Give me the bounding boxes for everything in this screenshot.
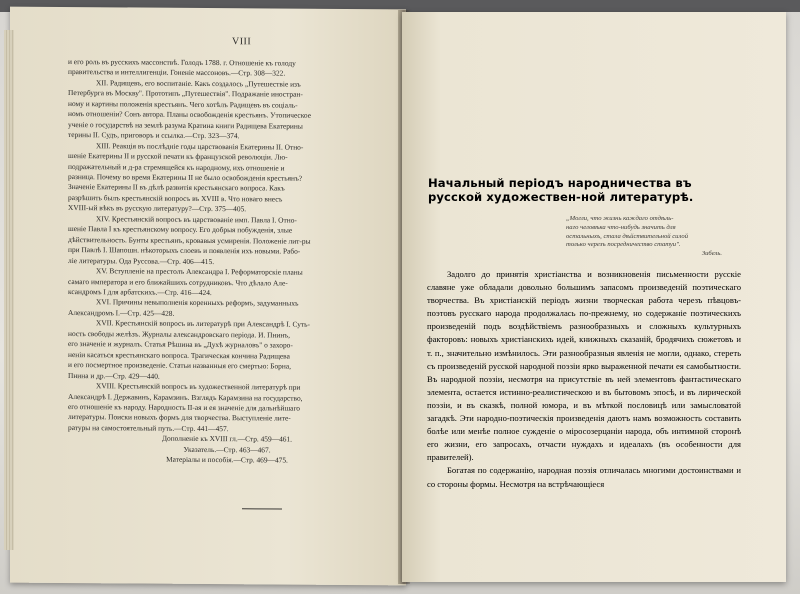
toc-line: XIII. Реакція въ послѣдніе годы царствованія Екатерины II. Отно- [96, 140, 304, 152]
body-paragraph: Задолго до принятія христіанства и возникновенія письменности русскіе славяне уже обладали довольно большимъ запасомъ произведеній поэтическаго творчества. Въ христіанскій періодъ жизни творческая работа черезъ пѣвцовъ-поэтовъ русскаго народа продолжалась по-прежнему, но содержаніе поэтическихъ произведеній подъ воздѣйствіемъ разнообразныхъ и сложныхъ культурныхъ факторовъ: новыхъ христіанскихъ идей, книжныхъ сказаній, бродячихъ сюжетовъ и т. п., значительно измѣнилось. Эти разнообразныя явленія не могли, однако, стереть съ произведеній русской народной поэзіи ярко выраженной печати ея самобытности. Въ народной поэзіи, несмотря на присутствіе въ ней элементовъ фантастическаго элемента, остается истинно-реалистическою и въ бытовомъ эпосѣ, и въ лирической поэзіи, и въ сказкѣ, полной юмора, и въ мѣткой пословицѣ или замысловатой загадкѣ. Эти народно-поэтическія произведенія даютъ намъ возможность составить болѣе или менѣе полное сужденіе о міросозерцаніи народа, объ интимной сторонѣ его жизни, его запросахъ, отчасти нуждахъ и идеалахъ (въ особенности для правителей). [427, 269, 741, 463]
toc-line: номъ отношеніи? Сонъ автора. Планы освобожденія крестьянъ. Утопическое [68, 109, 311, 120]
toc-line: ному и картины положенія крестьянъ. Чего хотѣлъ Радищевъ въ соціаль- [68, 98, 298, 110]
toc-line: его отношеніе къ народу. Народность II-ая и ея значеніе для дальнѣйшаго [68, 401, 300, 413]
toc-line: XVI. Причины невыполненія коренныхъ реформъ, задуманныхъ [96, 297, 299, 309]
chapter-heading: Начальный періодъ народничества въ русской художествен-ной литературѣ. [428, 176, 694, 204]
toc-line: Петербурга въ Москву". Прототипъ „Путешествія". Подражаніе иностран- [68, 88, 303, 100]
closing-rule [242, 508, 282, 509]
toc-line: Александромъ I.—Стр. 425—428. [68, 307, 175, 318]
toc-line: XVII. Крестьянскій вопросъ въ литературѣ при Александрѣ I. Суть- [96, 318, 310, 330]
toc-line: и его роль въ русскихъ массонствѣ. Голодъ 1788. г. Отношеніе къ голоду [68, 57, 296, 68]
left-page [10, 7, 406, 586]
toc-line: ратуры на самостоятельный путь.—Стр. 441—457. [68, 422, 229, 434]
epigraph-line: „Могли, что жизнь каждаго отдѣль- [566, 215, 674, 222]
toc-line: Матеріалы и пособія.—Стр. 469—475. [166, 454, 288, 465]
toc-line: и его посмертное произведеніе. Статьи названныя его смертью: Борна, [68, 360, 291, 371]
epigraph-line: остальныхъ, стала дѣйствительной силой [566, 232, 688, 240]
toc-line: XIV. Крестьянскій вопросъ въ царствованіе имп. Павла I. Отно- [96, 214, 297, 225]
toc-line: Дополненіе къ XVIII гл.—Стр. 459—461. [161, 433, 293, 444]
toc-line: XV. Вступленіе на престолъ Александра I. Реформаторскіе планы [96, 266, 303, 277]
toc-line: Значеніе Екатерины II въ дѣлѣ развитія крестьянскаго вопроса. Какъ [68, 182, 285, 193]
toc-line: самаго императора и его ближайшихъ сотрудниковъ. Что дѣлало Але- [68, 276, 288, 288]
toc-line: правительства и интеллигенціи. Гоненіе массоновъ.—Стр. 308—322. [68, 67, 286, 78]
toc-line: XII. Радищевъ, его воспитаніе. Какъ создалось „Путешествіе изъ [96, 78, 301, 89]
toc-line: дѣйствительность. Бунты крестьянъ, кровавыя усмиренія. Положеніе лит-ры [68, 234, 311, 246]
page-stack-edge [4, 30, 14, 550]
toc-line: подражательный и д-ра стремящейся къ народному, ихъ отношеніе и [68, 161, 285, 173]
toc-line: ученіе о государствѣ на землѣ разума Кратина книги Радищева Екатерины [68, 119, 303, 131]
toc-line: Пнина и др.—Стр. 429—440. [68, 370, 160, 381]
toc-line: XVIII-ый вѣкъ въ русскую литературу?—Стр. 375—405. [68, 203, 247, 214]
body-text [427, 268, 741, 491]
epigraph [566, 215, 728, 259]
page-number: VIII [232, 36, 252, 48]
toc-line: терины II. Судъ, приговоръ и ссылка.—Стр. 323—374. [68, 130, 240, 141]
epigraph-line: наго человѣка что-нибудь значить для [566, 223, 676, 231]
toc-line: Александрѣ I. Державинъ, Карамзинъ. Взглядъ Карамзина на государство, [68, 391, 303, 403]
body-paragraph: Богатая по содержанію, народная поэзія отличалась многими достоинствами и со стороны формы. Несмотря на встрѣчающіеся [427, 465, 741, 489]
toc-line: шеніе Екатерины II и русской печати къ французской революціи. Лю- [68, 151, 288, 162]
toc-line: ность свободы желѣзъ. Журналы александровскаго періода. И. Пнинъ, [68, 328, 291, 340]
toc-line: шеніе Павла I къ крестьянскому вопросу. Его добрыя побужденія, злые [68, 224, 293, 235]
toc-line: ксандромъ I для арбатскихъ.—Стр. 416—424. [68, 286, 212, 297]
toc-line: при Павлѣ I. Шапошн. нѣкоторыхъ слоевъ и появленія ихъ новыми. Рабо- [68, 245, 301, 256]
toc-line: ліе литературы. Ода Руссова.—Стр. 406—415. [68, 255, 215, 266]
epigraph-line: только черезъ посредничество статуи". [566, 241, 681, 249]
toc-line: Указатель.—Стр. 463—467. [183, 444, 271, 455]
toc-line: его значеніе и журналъ. Статья Рѣшина въ „Духѣ журналовъ" о захоро- [68, 339, 293, 350]
toc-line: XVIII. Крестьянскій вопросъ въ художественной литературѣ при [96, 381, 301, 392]
epigraph-line: Зибель. [701, 250, 722, 258]
toc-line: разница. Почему во время Екатерины II не было освобожденія крестьянъ? [68, 172, 303, 183]
toc-line: литературы. Поиски новыхъ формъ для творчества. Выступленіе лите- [68, 412, 291, 423]
toc-line: разрѣшить былъ крестьянскій вопросъ въ XVIII в. Что новаго внесъ [68, 192, 283, 204]
toc-line: неніи касаться крестьянскаго вопроса. Трагическая кончина Радищева [68, 349, 290, 361]
table-of-contents [68, 57, 386, 467]
